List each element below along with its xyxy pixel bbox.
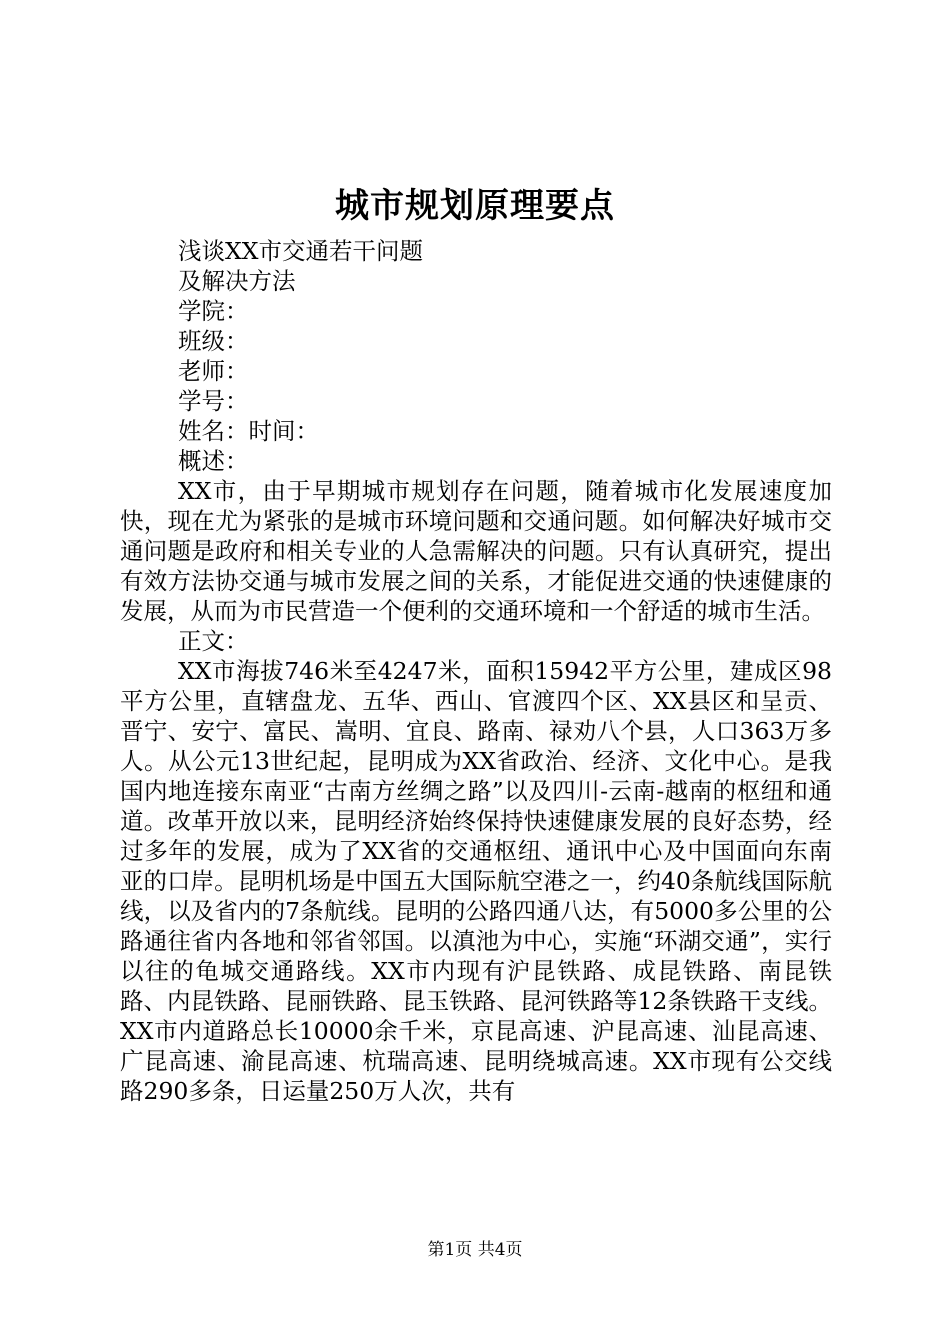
student-id-label: 学号： xyxy=(178,387,249,415)
overview-paragraph: XX市，由于早期城市规划存在问题，随着城市化发展速度加快，现在尤为紧张的是城市环境问题和交通问题。如何解决好城市交通问题是政府和相关专业的人急需解决的问题。只有认真研究，提出有效方法协交通与城市发展之间的关系，才能促进交通的快速健康的发展，从而为市民营造一个便利的交通环境和一个舒适的城市生活。 xyxy=(120,477,832,625)
class-label: 班级： xyxy=(178,327,249,355)
document-title: 城市规划原理要点 xyxy=(335,186,615,226)
overview-heading: 概述： xyxy=(178,447,249,475)
document-body xyxy=(120,236,832,1106)
teacher-label: 老师： xyxy=(178,357,249,385)
main-heading: 正文： xyxy=(178,627,249,655)
subtitle-line-2: 及解决方法 xyxy=(178,267,296,295)
college-label: 学院： xyxy=(178,297,249,325)
main-paragraph: XX市海拔746米至4247米，面积15942平方公里，建成区98平方公里，直辖盘龙、五华、西山、官渡四个区、XX县区和呈贡、晋宁、安宁、富民、嵩明、宜良、路南、禄劝八个县，人口363万多人。从公元13世纪起，昆明成为XX省政治、经济、文化中心。是我国内地连接东南亚“古南方丝绸之路”以及四川-云南-越南的枢纽和通道。改革开放以来，昆明经济始终保持快速健康发展的良好态势，经过多年的发展，成为了XX省的交通枢纽、通讯中心及中国面向东南亚的口岸。昆明机场是中国五大国际航空港之一，约40条航线国际航线，以及省内的7条航线。昆明的公路四通八达，有5000多公里的公路通往省内各地和邻省邻国。以滇池为中心，实施“环湖交通”，实行以往的龟城交通路线。XX市内现有沪昆铁路、成昆铁路、南昆铁路、内昆铁路、昆丽铁路、昆玉铁路、昆河铁路等12条铁路干支线。XX市内道路总长10000余千米，京昆高速、沪昆高速、汕昆高速、广昆高速、渝昆高速、杭瑞高速、昆明绕城高速。XX市现有公交线路290多条，日运量250万人次，共有 xyxy=(120,657,832,1105)
name-time-label: 姓名：时间： xyxy=(178,417,319,445)
subtitle-line-1: 浅谈XX市交通若干问题 xyxy=(178,237,423,265)
page-footer: 第1页 共4页 xyxy=(427,1240,523,1260)
